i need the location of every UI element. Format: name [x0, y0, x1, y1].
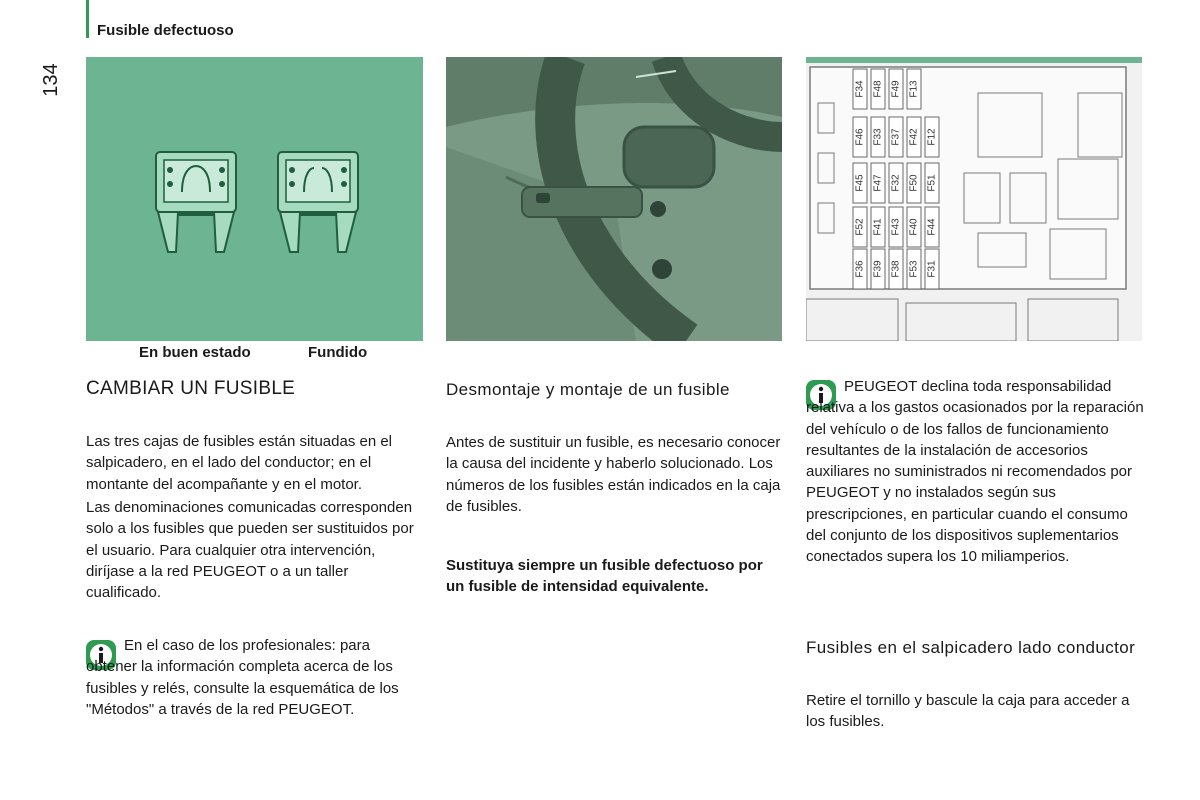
fuse-label: F13: [908, 80, 920, 98]
fuse-blown-graphic: [278, 152, 358, 252]
col3-paragraph-1: Retire el tornillo y bascule la caja para acceder a los fusibles.: [806, 692, 1130, 731]
fuse-label: F41: [872, 218, 884, 236]
caption-fuse-blown: Fundido: [308, 344, 368, 361]
fuse-label: F44: [926, 218, 938, 236]
fuse-label: F52: [854, 218, 866, 236]
col1-paragraph-2: Las denominaciones comunicadas corresponden solo a los fusibles que pueden ser sustituidos por el usuario. Para cualquier otra intervención, diríjase a la red PEUGEOT o a un taller cualificado.: [86, 499, 414, 602]
col2-paragraph-1: Antes de sustituir un fusible, es necesario conocer la causa del incidente y haberlo solucionado. Los números de los fusibles están indicados en la caja de fusibles.: [446, 434, 781, 515]
fuse-label: F33: [872, 128, 884, 146]
fuse-label: F42: [908, 128, 920, 146]
dashboard-steering-wheel-illustration: [446, 57, 782, 341]
caption-fuse-good: En buen estado: [139, 344, 251, 361]
fuse-label: F49: [890, 80, 902, 98]
fusebox-diagram: [806, 57, 1142, 341]
fuse-label: F43: [890, 218, 902, 236]
fuse-label: F45: [854, 174, 866, 192]
fuse-label: F50: [908, 174, 920, 192]
section-accent-bar: [86, 0, 89, 38]
fuse-label: F36: [854, 260, 866, 278]
col1-info-note: En el caso de los profesionales: para obtener la información completa acerca de los fusibles y relés, consulte la esquemática de los "Métodos" a través de la red PEUGEOT.: [86, 637, 399, 718]
fuse-label: F31: [926, 260, 938, 278]
fuse-good-graphic: [156, 152, 236, 252]
fuse-label: F46: [854, 128, 866, 146]
section-header: Fusible defectuoso: [97, 22, 234, 39]
fuse-label: F39: [872, 260, 884, 278]
heading-change-fuse: CAMBIAR UN FUSIBLE: [86, 378, 296, 399]
heading-fuse-removal: Desmontaje y montaje de un fusible: [446, 380, 730, 399]
fuse-label: F37: [890, 128, 902, 146]
fuse-label: F51: [926, 174, 938, 192]
page-number: 134: [40, 63, 62, 97]
heading-dashboard-fuses: Fusibles en el salpicadero lado conductor: [806, 638, 1136, 657]
fuse-label: F12: [926, 128, 938, 146]
fuse-label: F47: [872, 174, 884, 192]
col1-paragraph-1: Las tres cajas de fusibles están situadas en el salpicadero, en el lado del conductor; en el montante del acompañante y en el motor.: [86, 433, 393, 493]
fuse-label: F34: [854, 80, 866, 98]
fuse-label: F48: [872, 80, 884, 98]
fuse-label: F32: [890, 174, 902, 192]
fuse-label: F53: [908, 260, 920, 278]
fuse-label: F38: [890, 260, 902, 278]
col3-disclaimer: PEUGEOT declina toda responsabilidad relativa a los gastos ocasionados por la reparación del vehículo o de los fallos de funcionamiento resultantes de la instalación de accesorios auxiliares no suministrados ni recomendados por PEUGEOT y no instalados según sus prescripciones, en particular cuando el consumo del conjunto de los dispositivos suplementarios conectados supera los 10 miliamperios.: [806, 378, 1144, 566]
fuse-illustration: [86, 57, 423, 341]
fuse-label: F40: [908, 218, 920, 236]
col2-warning: Sustituya siempre un fusible defectuoso por un fusible de intensidad equivalente.: [446, 557, 763, 596]
